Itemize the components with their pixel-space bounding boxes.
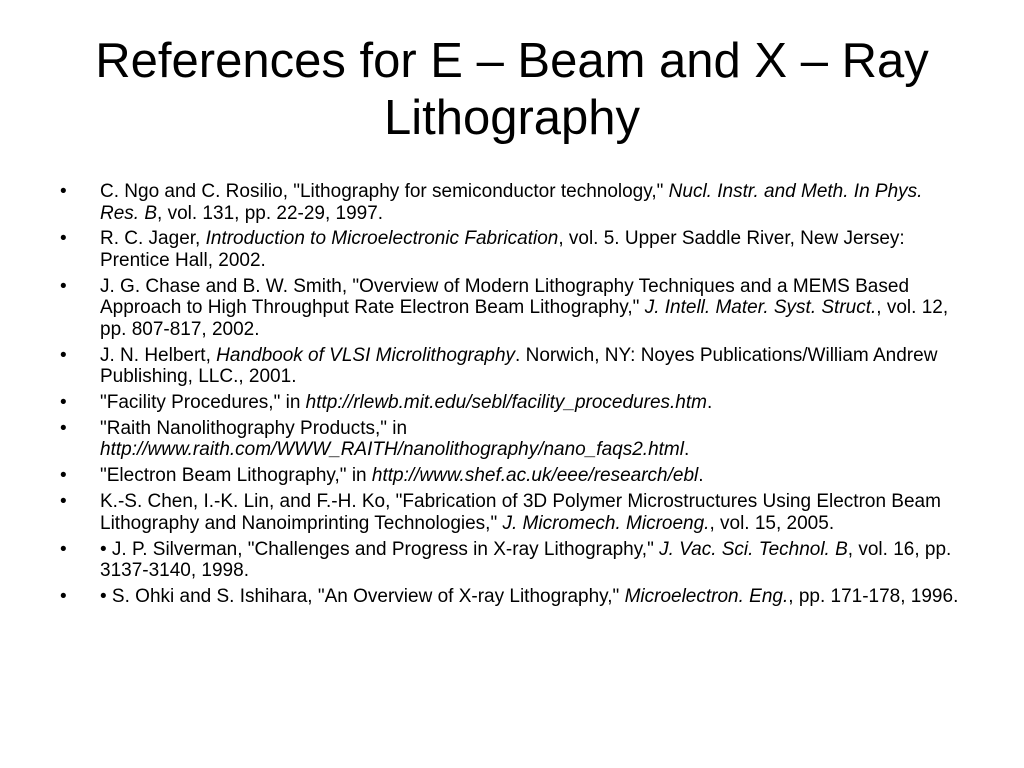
reference-source: J. Micromech. Microeng. <box>502 512 710 534</box>
reference-item <box>60 276 960 341</box>
reference-item <box>60 228 960 271</box>
reference-text: • J. P. Silverman, "Challenges and Progress in X-ray Lithography," <box>100 538 660 560</box>
bullet-icon: • <box>60 181 67 202</box>
reference-link[interactable]: http://www.shef.ac.uk/eee/research/ebl <box>371 465 699 487</box>
reference-item <box>60 465 960 487</box>
reference-source: J. Vac. Sci. Technol. B <box>659 538 848 560</box>
reference-details: , vol. 15, 2005. <box>709 512 835 534</box>
reference-text: J. N. Helbert, <box>100 344 217 366</box>
reference-text: K.-S. Chen, I.-K. Lin, and F.-H. Ko, "Fabrication of 3D Polymer Microstructures Using Electron Beam Lithography and Nanoimprinting Technologies," <box>100 491 941 534</box>
bullet-icon: • <box>60 228 67 250</box>
reference-details: . <box>683 439 690 461</box>
bullet-icon: • <box>60 417 67 439</box>
reference-text: • S. Ohki and S. Ishihara, "An Overview of X-ray Lithography," <box>100 586 625 608</box>
bullet-icon: • <box>60 275 67 297</box>
reference-item <box>60 392 960 414</box>
reference-item <box>60 491 960 534</box>
reference-text: R. C. Jager, <box>100 228 206 250</box>
reference-details: . Norwich, NY: Noyes Publications/William Andrew Publishing, LLC., 2001. <box>100 344 938 388</box>
reference-item <box>60 181 960 224</box>
reference-text: C. Ngo and C. Rosilio, "Lithography for semiconductor technology," <box>100 181 669 202</box>
reference-text: "Raith Nanolithography Products," in <box>100 417 408 439</box>
reference-details: , vol. 16, pp. 3137-3140, 1998. <box>100 538 952 582</box>
bullet-icon: • <box>60 491 67 513</box>
reference-details: , pp. 171-178, 1996. <box>788 586 959 608</box>
reference-link[interactable]: http://rlewb.mit.edu/sebl/facility_procedures.htm <box>305 392 707 414</box>
reference-details: , vol. 131, pp. 22-29, 1997. <box>157 202 384 224</box>
slide-title: References for E – Beam and X – Ray Lithography <box>95 34 929 145</box>
reference-source: J. Intell. Mater. Syst. Struct. <box>644 297 877 319</box>
reference-text: "Facility Procedures," in <box>100 392 306 414</box>
bullet-icon: • <box>60 392 67 414</box>
reference-details: . <box>698 465 704 487</box>
reference-item <box>60 586 960 608</box>
reference-list <box>60 181 960 612</box>
reference-source: Nucl. Instr. and Meth. In Phys. Res. B <box>100 181 923 224</box>
reference-text: "Electron Beam Lithography," in <box>100 465 372 487</box>
bullet-icon: • <box>60 538 67 560</box>
reference-item <box>60 345 960 388</box>
reference-details: . <box>706 392 713 414</box>
reference-link[interactable]: http://www.raith.com/WWW_RAITH/nanolithography/nano_faqs2.html <box>100 439 684 461</box>
reference-source: Introduction to Microelectronic Fabrication <box>205 228 559 250</box>
reference-source: Handbook of VLSI Microlithography <box>216 344 516 366</box>
bullet-icon: • <box>60 344 67 366</box>
reference-details: , vol. 12, pp. 807-817, 2002. <box>100 297 949 340</box>
reference-source: Microelectron. Eng. <box>624 586 789 608</box>
reference-details: , vol. 5. Upper Saddle River, New Jersey: Prentice Hall, 2002. <box>100 228 905 271</box>
reference-item <box>60 418 960 461</box>
reference-text: J. G. Chase and B. W. Smith, "Overview of Modern Lithography Techniques and a MEMS Based Approach to High Throughput Rate Electron Beam Lithography," <box>100 275 910 319</box>
reference-item <box>60 539 960 582</box>
bullet-icon: • <box>60 586 67 608</box>
bullet-icon: • <box>60 465 67 487</box>
